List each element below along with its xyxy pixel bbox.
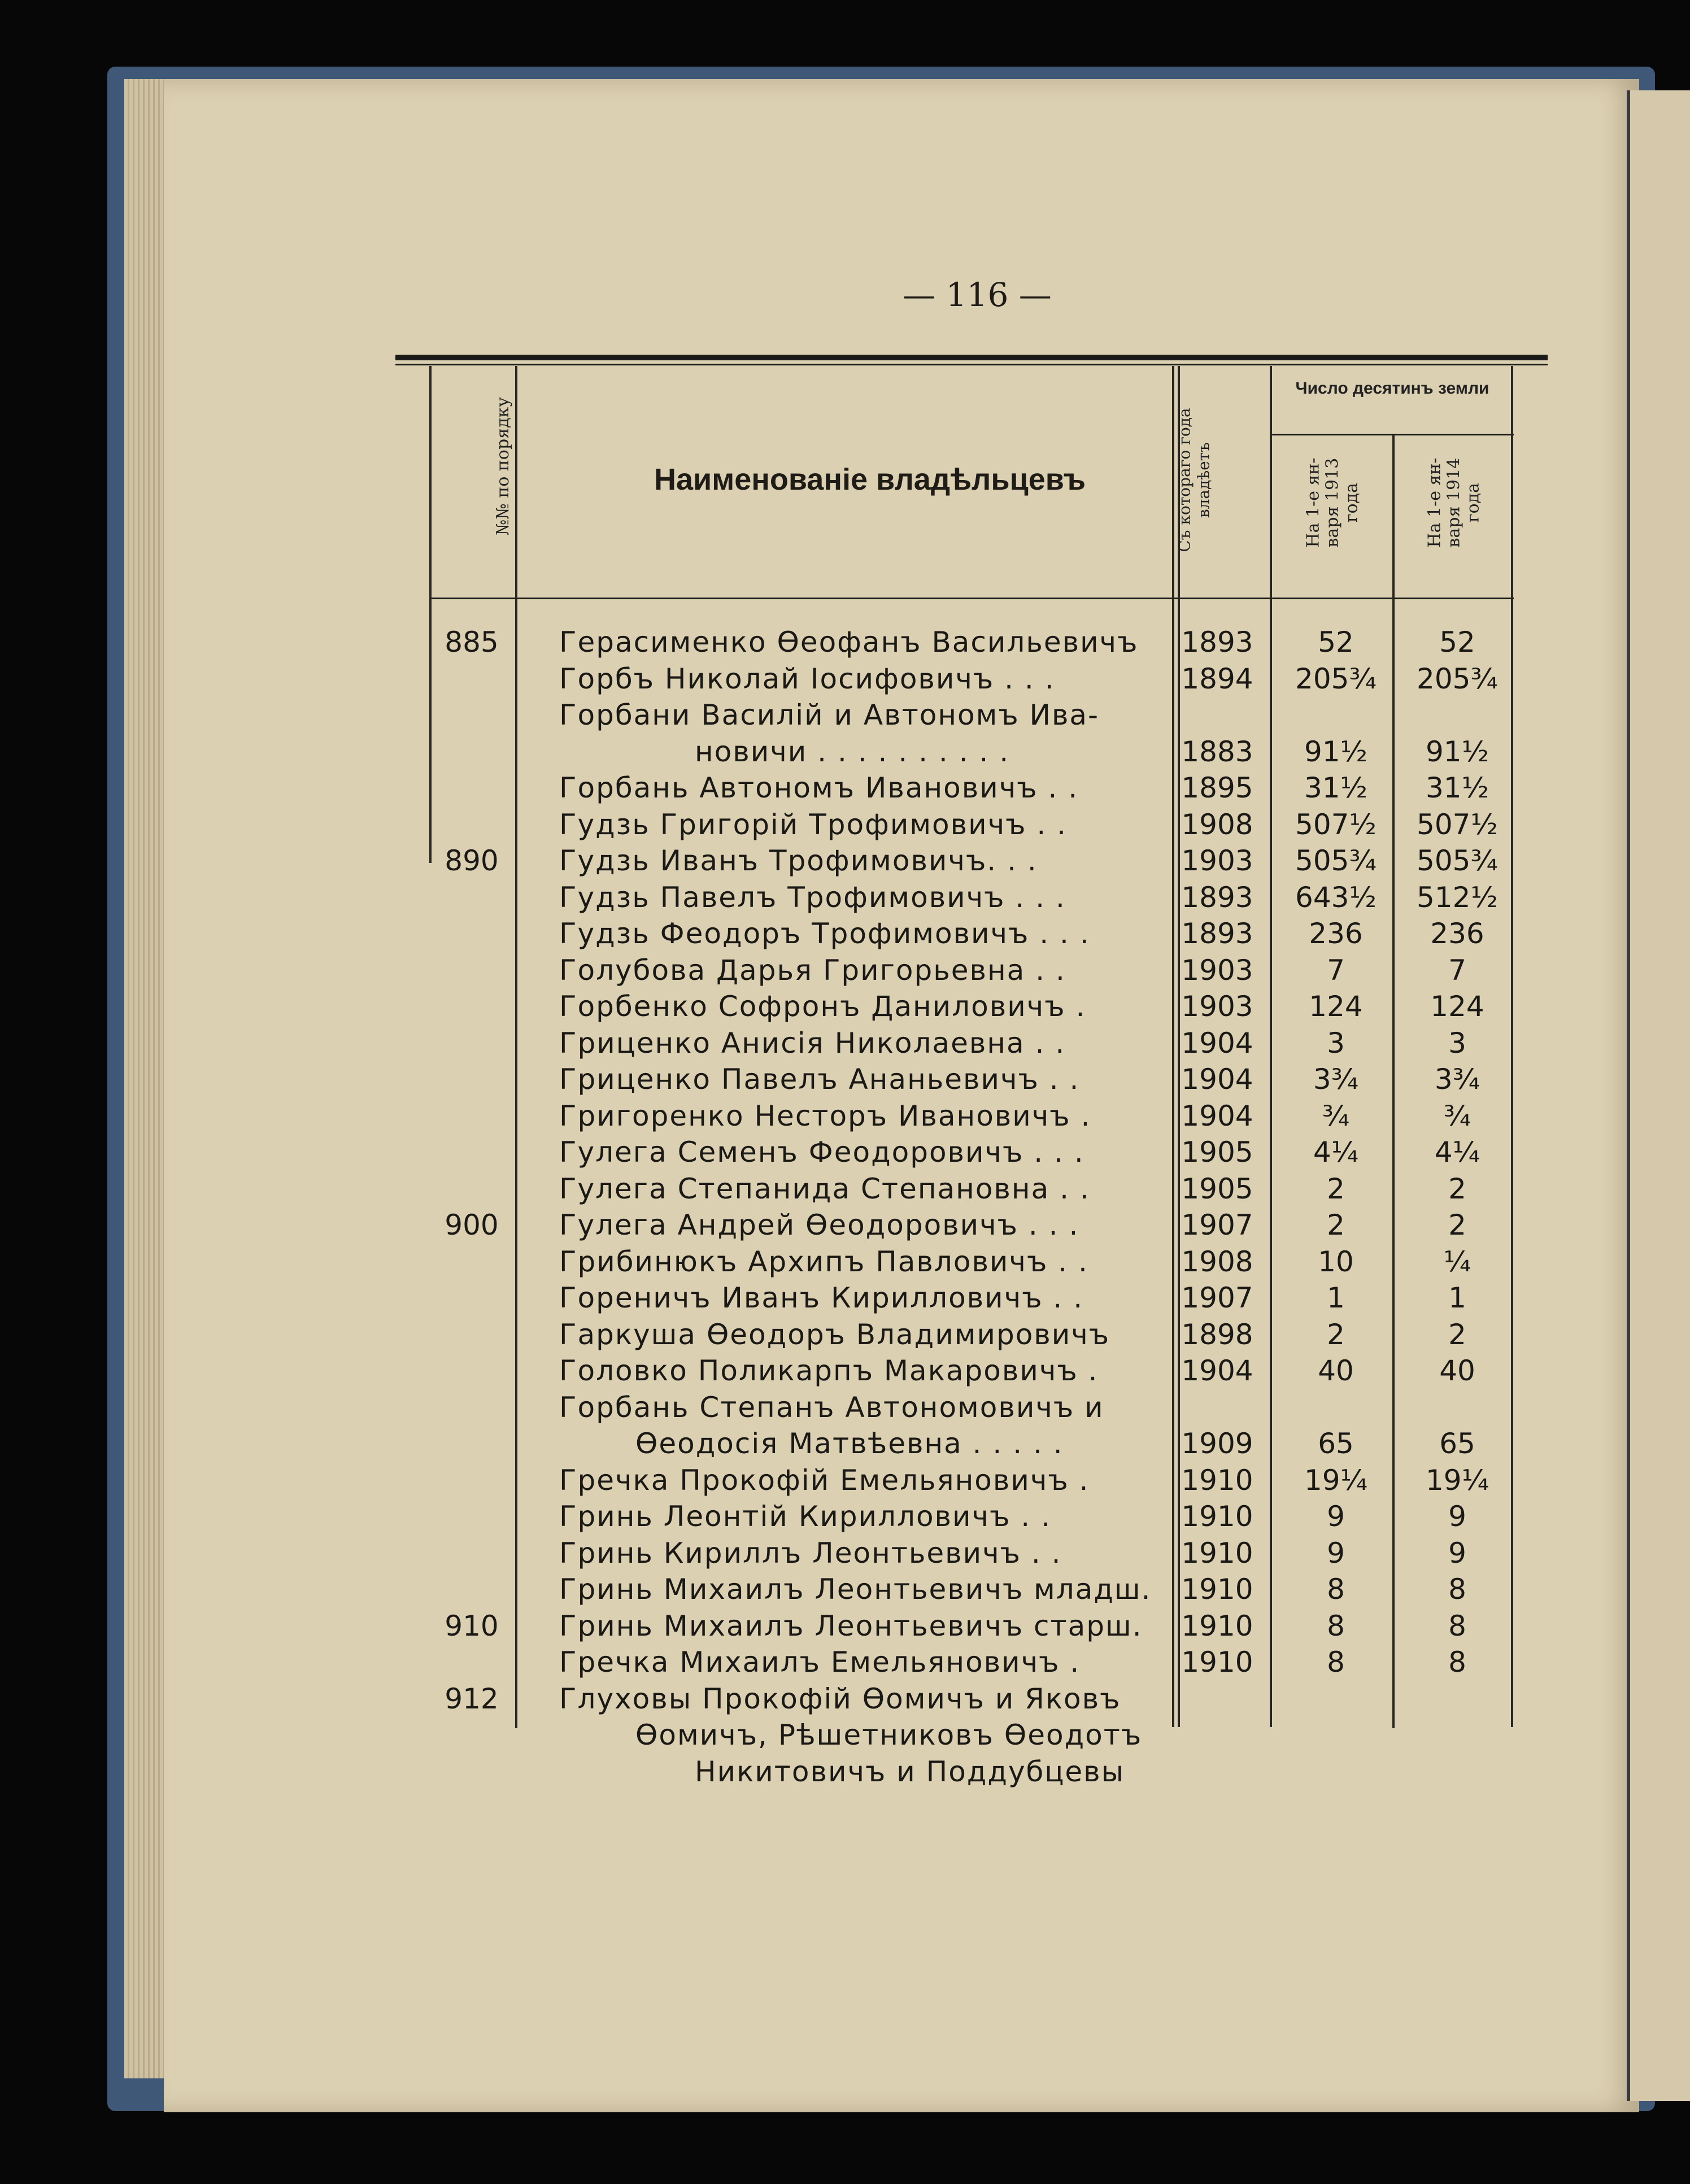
land-1913: 10 (1318, 1245, 1354, 1278)
owner-name: Гулега Семенъ Феодоровичъ . . . (559, 1136, 1084, 1169)
land-1913: 3¾ (1313, 1063, 1359, 1096)
land-1913: 2 (1327, 1318, 1345, 1351)
owner-name: Гречка Прокофій Емельяновичъ . (559, 1463, 1090, 1497)
land-1914: 7 (1448, 953, 1466, 987)
facing-page (1627, 90, 1690, 2101)
row-number: 900 (445, 1209, 499, 1241)
table-top-rule (395, 355, 1548, 360)
land-1913: 31½ (1304, 771, 1368, 804)
owned-since-year: 1904 (1181, 1099, 1253, 1132)
land-1914: 4¼ (1434, 1136, 1480, 1169)
table-row (429, 1245, 1514, 1282)
owned-since-year: 1905 (1181, 1136, 1253, 1169)
table-row (429, 917, 1514, 954)
table-row (429, 1172, 1514, 1209)
land-1913: 19¼ (1304, 1463, 1368, 1497)
table-row (429, 1136, 1514, 1172)
owned-since-year: 1894 (1181, 662, 1253, 695)
land-1913: 91½ (1304, 735, 1368, 768)
land-1913: 643½ (1295, 880, 1377, 914)
table-row (429, 1027, 1514, 1063)
owned-since-year: 1904 (1181, 1026, 1253, 1060)
header-year-label (1175, 408, 1214, 552)
table-row (429, 735, 1514, 772)
table-row (429, 954, 1514, 991)
table-row (429, 1755, 1514, 1792)
page-number: — 116 — (903, 276, 1052, 314)
land-1914: 40 (1439, 1354, 1475, 1387)
land-1914: 3¾ (1434, 1063, 1480, 1096)
owner-name: Гулега Андрей Ѳеодоровичъ . . . (559, 1209, 1079, 1241)
land-1913: 1 (1327, 1281, 1345, 1314)
header-bottom-rule (429, 598, 1514, 599)
table-row (429, 881, 1514, 918)
owner-name: Гудзь Феодоръ Трофимовичъ . . . (559, 917, 1090, 950)
land-1913: 65 (1318, 1427, 1354, 1460)
header-year (1152, 395, 1237, 565)
owner-name: Гудзь Григорій Трофимовичъ . . (559, 808, 1068, 841)
table-row (429, 699, 1514, 735)
owned-since-year: 1883 (1181, 735, 1253, 768)
table-row (429, 1464, 1514, 1501)
owned-since-year: 1908 (1181, 1245, 1253, 1278)
land-1914: 1 (1448, 1281, 1466, 1314)
land-1914: 9 (1448, 1536, 1466, 1570)
owner-name: Глуховы Прокофій Ѳомичъ и Яковъ (559, 1682, 1121, 1715)
owned-since-year: 1910 (1181, 1646, 1253, 1679)
owner-name: Горбань Степанъ Автономовичъ и (559, 1390, 1104, 1424)
header-1914 (1395, 446, 1514, 559)
owned-since-year: 1910 (1181, 1463, 1253, 1497)
owned-since-year: 1908 (1181, 808, 1253, 841)
owner-name: Гриценко Павелъ Ананьевичъ . . (559, 1063, 1080, 1096)
owned-since-year: 1893 (1181, 880, 1253, 914)
owner-name: Гринь Михаилъ Леонтьевичъ старш. (559, 1609, 1143, 1642)
table-row (429, 1719, 1514, 1755)
land-1913: 507½ (1295, 808, 1377, 841)
land-1913: ¾ (1322, 1099, 1350, 1132)
land-1914: 8 (1448, 1573, 1466, 1606)
table-row (429, 1100, 1514, 1136)
owner-name: Григоренко Несторъ Ивановичъ . (559, 1099, 1091, 1132)
owner-name: Горбань Автономъ Ивановичъ . . (559, 771, 1079, 804)
header-1913 (1274, 446, 1392, 559)
owner-name: Гаркуша Ѳеодоръ Владимировичъ (559, 1318, 1110, 1351)
owner-name: Гудзь Павелъ Трофимовичъ . . . (559, 880, 1066, 914)
header-land-count: Число десятинъ земли (1295, 379, 1489, 398)
table-row (429, 1610, 1514, 1646)
land-1914: 3 (1448, 1026, 1466, 1060)
table-row (429, 1391, 1514, 1428)
owner-name: Горбъ Николай Іосифовичъ . . . (559, 662, 1055, 695)
owner-name: Гринь Михаилъ Леонтьевичъ младш. (559, 1573, 1152, 1606)
land-1914: 9 (1448, 1500, 1466, 1533)
land-1913: 4¼ (1313, 1136, 1359, 1169)
land-1913: 40 (1318, 1354, 1354, 1387)
owner-name: Горбани Василій и Автономъ Ива- (559, 699, 1100, 731)
table-row (429, 771, 1514, 808)
land-1913: 9 (1327, 1500, 1345, 1533)
owner-name: Герасименко Ѳеофанъ Васильевичъ (559, 626, 1139, 659)
owner-name: новичи . . . . . . . . . . (695, 735, 1010, 768)
owned-since-year: 1898 (1181, 1318, 1253, 1351)
land-1913: 2 (1327, 1172, 1345, 1205)
header-1914-line2: варя 1914 (1444, 457, 1464, 548)
land-1914: ¾ (1443, 1099, 1471, 1132)
row-number: 912 (445, 1682, 499, 1715)
owner-name: Гулега Степанида Степановна . . (559, 1172, 1090, 1205)
owner-name: Гречка Михаилъ Емельяновичъ . (559, 1646, 1081, 1679)
owner-name: Гореничъ Иванъ Кирилловичъ . . (559, 1281, 1084, 1314)
owner-name: Голубова Дарья Григорьевна . . (559, 953, 1066, 987)
land-1914: 124 (1430, 990, 1484, 1023)
table-row (429, 1209, 1514, 1245)
row-number: 910 (445, 1609, 499, 1642)
owner-name: Ѳеодосія Матвѣевна . . . . . (635, 1427, 1064, 1460)
table-row (429, 1682, 1514, 1719)
owner-name: Гриценко Анисія Николаевна . . (559, 1026, 1066, 1060)
land-1913: 3 (1327, 1026, 1345, 1060)
land-1914: ¼ (1443, 1245, 1471, 1278)
land-1914: 31½ (1425, 771, 1489, 804)
header-1913-line1: На 1-е ян- (1304, 457, 1323, 548)
owner-name: Ѳомичъ, Рѣшетниковъ Ѳеодотъ (635, 1719, 1143, 1751)
table-row (429, 1500, 1514, 1537)
land-1914: 8 (1448, 1609, 1466, 1642)
header-1913-label (1304, 457, 1362, 547)
owner-name: Головко Поликарпъ Макаровичъ . (559, 1354, 1099, 1387)
table-row (429, 1573, 1514, 1610)
owned-since-year: 1903 (1181, 953, 1253, 987)
land-1913: 205¾ (1295, 662, 1377, 695)
table-row (429, 1646, 1514, 1682)
table-row (429, 1318, 1514, 1355)
table-row (429, 1354, 1514, 1391)
land-1913: 236 (1309, 917, 1363, 950)
owner-name: Никитовичъ и Поддубцевы (695, 1755, 1125, 1788)
land-1913: 8 (1327, 1609, 1345, 1642)
header-number-label: №№ по порядку (493, 396, 513, 535)
land-1914: 205¾ (1417, 662, 1498, 695)
land-1914: 8 (1448, 1646, 1466, 1679)
land-1913: 9 (1327, 1536, 1345, 1570)
owned-since-year: 1903 (1181, 844, 1253, 877)
owned-since-year: 1909 (1181, 1427, 1253, 1460)
land-1914: 2 (1448, 1209, 1466, 1241)
header-1914-line1: На 1-е ян- (1425, 457, 1445, 548)
land-1914: 505¾ (1417, 844, 1498, 877)
table-row (429, 662, 1514, 699)
table-row (429, 1427, 1514, 1464)
table-row (429, 844, 1514, 881)
owned-since-year: 1893 (1181, 917, 1253, 950)
owner-name: Гринь Кириллъ Леонтьевичъ . . (559, 1536, 1062, 1570)
row-number: 890 (445, 844, 499, 877)
land-1914: 2 (1448, 1172, 1466, 1205)
owners-table (429, 626, 1514, 1791)
table-row (429, 808, 1514, 845)
owned-since-year: 1904 (1181, 1354, 1253, 1387)
header-year-line2: владѣетъ (1195, 442, 1214, 518)
owner-name: Горбенко Софронъ Даниловичъ . (559, 990, 1086, 1023)
owned-since-year: 1905 (1181, 1172, 1253, 1205)
owner-name: Гудзь Иванъ Трофимовичъ. . . (559, 844, 1038, 877)
table-row (429, 1281, 1514, 1318)
table-row (429, 1537, 1514, 1573)
land-1914: 52 (1439, 626, 1475, 659)
header-number (429, 387, 576, 545)
land-1913: 8 (1327, 1646, 1345, 1679)
owned-since-year: 1893 (1181, 626, 1253, 659)
table-row (429, 1063, 1514, 1100)
owned-since-year: 1910 (1181, 1500, 1253, 1533)
header-owner-names: Наименованіе владѣльцевъ (654, 463, 1086, 496)
header-1914-line3: года (1463, 482, 1483, 523)
owned-since-year: 1910 (1181, 1536, 1253, 1570)
land-1913: 2 (1327, 1209, 1345, 1241)
owned-since-year: 1904 (1181, 1063, 1253, 1096)
owned-since-year: 1895 (1181, 771, 1253, 804)
owned-since-year: 1903 (1181, 990, 1253, 1023)
header-1913-line3: года (1342, 482, 1362, 523)
land-1914: 65 (1439, 1427, 1475, 1460)
header-1913-line2: варя 1913 (1323, 457, 1343, 548)
land-1914: 19¼ (1425, 1463, 1489, 1497)
owned-since-year: 1910 (1181, 1573, 1253, 1606)
header-1914-label (1426, 457, 1483, 547)
owned-since-year: 1907 (1181, 1281, 1253, 1314)
owner-name: Грибинюкъ Архипъ Павловичъ . . (559, 1245, 1088, 1278)
land-1914: 507½ (1417, 808, 1498, 841)
land-1914: 91½ (1425, 735, 1489, 768)
table-top-rule-thin (395, 364, 1548, 365)
land-1913: 52 (1318, 626, 1354, 659)
table-row (429, 990, 1514, 1027)
owned-since-year: 1907 (1181, 1209, 1253, 1241)
land-1913: 124 (1309, 990, 1363, 1023)
table-row (429, 626, 1514, 662)
header-year-line1: Съ котораго года (1175, 408, 1195, 552)
land-1913: 505¾ (1295, 844, 1377, 877)
land-1914: 512½ (1417, 880, 1498, 914)
owned-since-year: 1910 (1181, 1609, 1253, 1642)
owner-name: Гринь Леонтій Кирилловичъ . . (559, 1500, 1051, 1533)
land-1913: 8 (1327, 1573, 1345, 1606)
row-number: 885 (445, 626, 499, 659)
land-1914: 2 (1448, 1318, 1466, 1351)
land-1914: 236 (1430, 917, 1484, 950)
land-1913: 7 (1327, 953, 1345, 987)
